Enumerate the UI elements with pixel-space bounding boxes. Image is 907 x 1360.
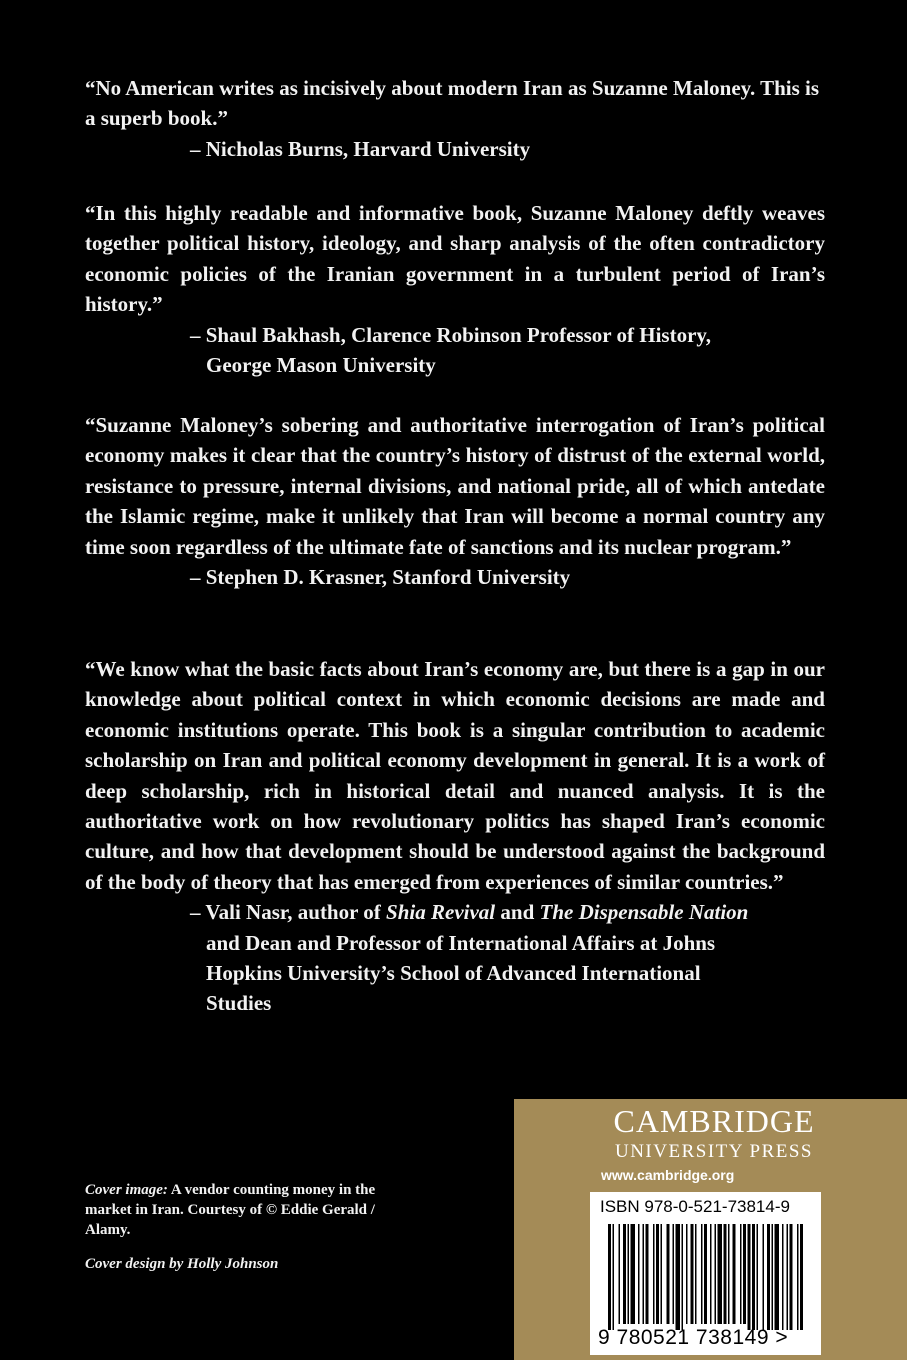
barcode-bar [643,1224,645,1324]
barcode-bar [724,1224,727,1324]
barcode-bar [733,1224,736,1324]
barcode-bar [715,1224,717,1324]
barcode-bar [638,1224,640,1324]
barcode-bar [775,1224,780,1330]
barcode-bar [800,1224,803,1330]
cover-image-text: A vendor counting money in the market in Iran. Courtesy of © Eddie Gerald / Alamy. [85,1182,376,1238]
barcode-bar [767,1224,770,1330]
quote-2 [85,198,825,380]
barcode-bar [619,1224,621,1324]
quote-1-attribution: – Nicholas Burns, Harvard University [190,136,531,161]
barcode-bar [797,1224,799,1330]
barcode-bar [701,1224,703,1324]
barcode-bar [790,1224,793,1330]
quote-3-text: “Suzanne Maloney’s sobering and authoritative interrogation of Iran’s political economy makes it clear that the country’s history of distrust of the external world, resistance to pressure, internal divisions, and national pride, all of which antedate the Islamic regime, make it unlikely that Iran will become a normal country any time soon regardless of the ultimate fate of sanctions and its nuclear program.” [85,413,825,559]
barcode-bar [682,1224,684,1330]
barcode-bar [686,1224,688,1324]
quote-3 [85,410,825,592]
barcode-bar [728,1224,730,1324]
barcode-bar [757,1224,759,1330]
quote-4-attribution [190,897,766,1019]
barcode-bar [691,1224,694,1324]
barcode-bar [743,1224,746,1324]
barcode-box [590,1192,821,1355]
barcode-bar [631,1224,636,1324]
cover-image-label: Cover image: [85,1182,168,1198]
quote-4-attr-c: and [495,900,540,925]
quote-2-text: “In this highly readable and informative book, Suzanne Maloney deftly weaves together political history, ideology, and sharp analysis of the often contradictory economic policies of the Iranian government in a turbulent period of Iran’s history.” [85,201,825,317]
quote-3-attribution: – Stephen D. Krasner, Stanford University [190,565,571,590]
barcode-bar [787,1224,789,1330]
barcode-bar [704,1224,707,1324]
barcode-bar [718,1224,723,1324]
publisher-name: CAMBRIDGE [613,1103,815,1139]
quote-4-text: “We know what the basic facts about Iran’s economy are, but there is a gap in our knowledge about political context in which economic decisions are made and economic institutions operate. This book is a singular contribution to academic scholarship on Iran and political economy development in general. It is a work of deep scholarship, rich in historical detail and nuanced analysis. It is the authoritative work on how revolutionary politics has shaped Iran’s economic culture, and how that development should be understood against the background of the body of theory that has emerged from experiences of similar countries.” [85,657,825,894]
barcode-bar [748,1224,751,1330]
barcode-bar [667,1224,670,1324]
barcode-bar [661,1224,663,1324]
barcode-digits: 9 780521 738149 > [598,1326,789,1349]
cover-image-credit [85,1180,385,1240]
barcode-bar [673,1224,675,1324]
barcode-bar [772,1224,774,1330]
publisher-url: www.cambridge.org [601,1167,735,1183]
quote-2-attribution-line-2: George Mason University [206,353,436,378]
isbn-label: ISBN 978-0-521-73814-9 [600,1197,790,1216]
barcode-bar [656,1224,659,1324]
barcode-bar [623,1224,626,1324]
barcode-bar [740,1224,742,1324]
barcode-bar [752,1224,755,1330]
quote-4-attr-book-1: Shia Revival [386,900,496,925]
barcode-bar [782,1224,784,1330]
cover-credits [85,1180,385,1274]
barcode-bar [653,1224,655,1324]
barcode-bar [710,1224,712,1324]
barcode-bar [613,1224,615,1330]
quote-4-attr-a: – Vali Nasr, author of [190,900,387,925]
quote-2-attribution-line-1: – Shaul Bakhash, Clarence Robinson Professor of History, [190,322,711,347]
publisher-press: UNIVERSITY PRESS [614,1141,813,1162]
publisher-panel [514,1099,907,1360]
quote-4-attr-e: and Dean and Professor of International Affairs at Johns Hopkins University’s School of Advanced International Studies [206,930,716,1016]
barcode-bar [695,1224,697,1324]
quote-1 [85,73,825,164]
quote-4-attr-book-2: The Dispensable Nation [539,900,749,925]
barcode-bar [608,1224,611,1330]
cover-design-credit: Cover design by Holly Johnson [85,1256,279,1272]
quote-1-text: “No American writes as incisively about modern Iran as Suzanne Maloney. This is a superb book.” [85,76,820,131]
barcode-bar [628,1224,630,1324]
barcode-bar [676,1224,681,1330]
barcode-bar [763,1224,765,1330]
barcode-bar [646,1224,649,1324]
quote-4 [85,654,825,1019]
